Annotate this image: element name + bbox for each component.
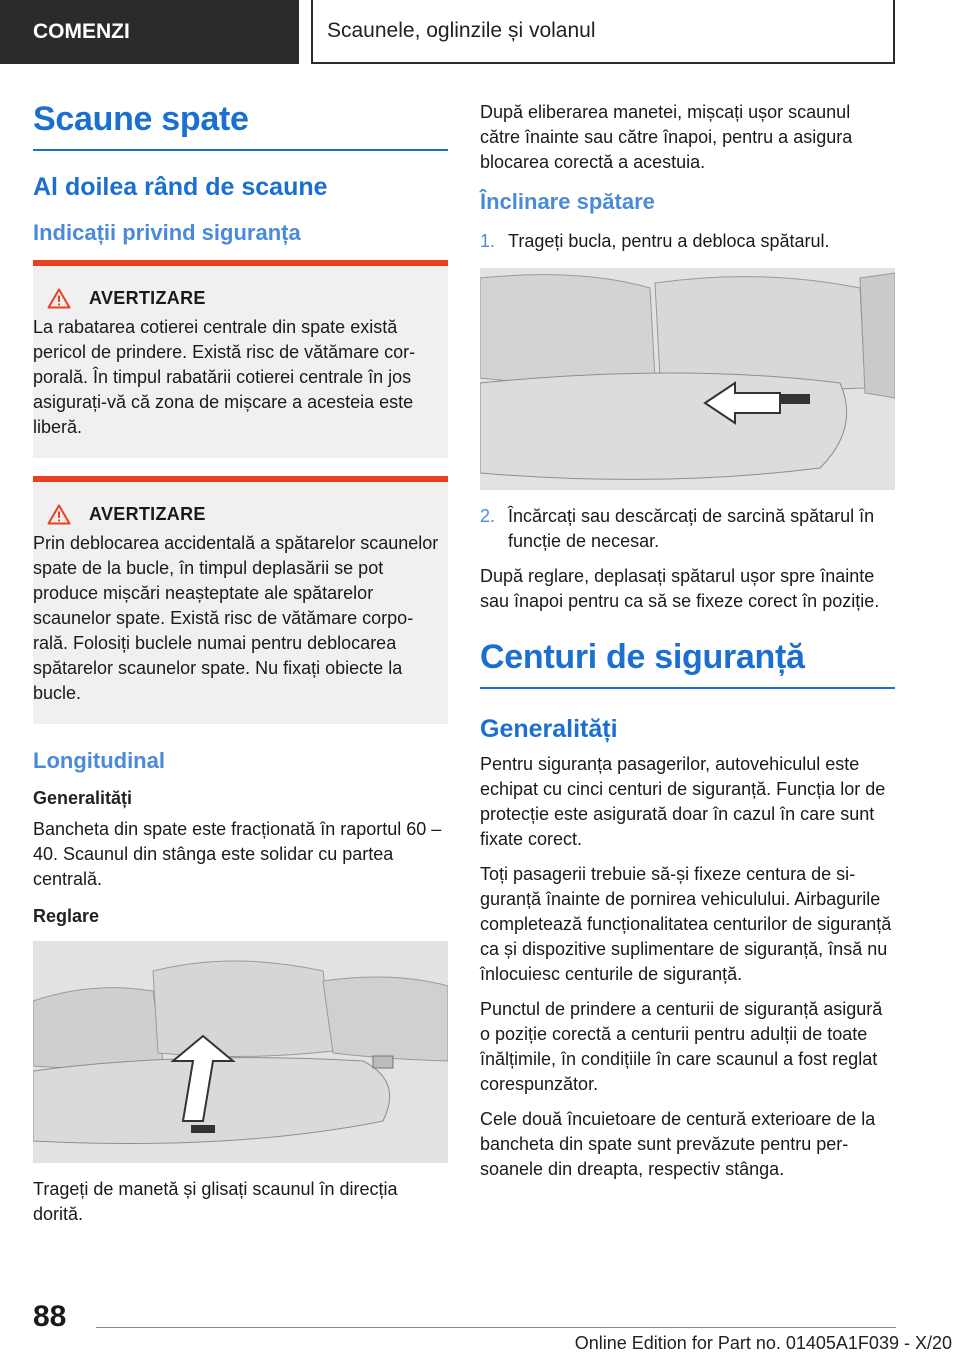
heading-seat-belts: Centuri de siguranță bbox=[480, 638, 895, 689]
warning-box-2 bbox=[33, 476, 448, 724]
seat-slide-illustration bbox=[33, 941, 448, 1163]
heading-longitudinal: Longitudinal bbox=[33, 748, 165, 773]
warning-box-1 bbox=[33, 260, 448, 458]
seat-recline-illustration bbox=[480, 268, 895, 490]
belts-paragraph: Toți pasagerii trebuie să-și fixeze centura de siguranță înainte de pornirea vehiculului. Airbagurile completează funcționalitatea centurilor de siguranță ca și dispozitive suplimentare de siguranță, însă nu înlocuiesc centurile de siguranță. bbox=[480, 864, 892, 984]
intro-text: După eliberarea manetei, mișcați ușor scaunul către înainte sau către înapoi, pentru a asigura blocarea corectă a acestuia. bbox=[480, 102, 853, 172]
heading-recline: Înclinare spătare bbox=[480, 189, 655, 214]
warning-triangle-icon bbox=[47, 504, 71, 525]
step-text: Încărcați sau descărcați de sarcină spătarul în funcție de necesar. bbox=[508, 506, 875, 551]
heading-adjust: Reglare bbox=[33, 906, 100, 926]
heading-general: Generalități bbox=[33, 788, 133, 808]
page-number: 88 bbox=[33, 1300, 67, 1333]
heading-safety-notes: Indicații privind siguranța bbox=[33, 220, 301, 245]
warning-title: AVERTIZARE bbox=[89, 504, 206, 524]
steps-list-1 bbox=[480, 229, 895, 254]
after-adjust-text: După reglare, deplasați spătarul ușor spre înainte sau înapoi pentru ca să se fixeze corect în poziție. bbox=[480, 566, 880, 611]
heading-belts-general: Generalități bbox=[480, 715, 618, 743]
belts-paragraph: Punctul de prindere a centurii de siguranță asigură o poziție corectă a centurii pentru adulții de toate înălțimile, în condițiile în care scaunul a fost reglat corespunzător. bbox=[480, 999, 883, 1094]
page-header bbox=[0, 0, 960, 66]
belts-paragraph: Cele două încuietoare de centură exterioare de la bancheta din spate sunt prevăzute pentru persoanele din dreapta, respectiv stânga. bbox=[480, 1109, 876, 1179]
warning-triangle-icon bbox=[47, 288, 71, 309]
warning-text: Prin deblocarea accidentală a spătarelor scaunelor spate de la bucle, în timpul deplasării se pot produce mișcări neașteptate ale spătarelor scaunelor spate. Există risc de vătămare corporală. Folosiți buclele numai pentru deblocarea spătarelor scaunelor spate. Nu fixați obiecte la bucle. bbox=[33, 533, 439, 703]
step-number: 2. bbox=[480, 506, 496, 526]
step-text: Trageți bucla, pentru a debloca spătarul. bbox=[508, 231, 830, 251]
step-number: 1. bbox=[480, 231, 496, 251]
warning-header bbox=[33, 288, 440, 309]
general-text: Bancheta din spate este fracționată în raportul 60 – 40. Scaunul din stânga este solidar cu partea centrală. bbox=[33, 819, 442, 889]
edition-note: Online Edition for Part no. 01405A1F039 - X/20 bbox=[574, 1333, 952, 1353]
warning-header bbox=[33, 504, 440, 525]
warning-text: La rabatarea cotierei centrale din spate există pericol de prindere. Există risc de vătămare corporală. În timpul rabatării cotierei centrale în jos asigurați-vă că zona de mișcare a acesteia este liberă. bbox=[33, 317, 416, 437]
list-item bbox=[480, 504, 895, 554]
heading-rear-seats: Scaune spate bbox=[33, 100, 448, 151]
list-item bbox=[480, 229, 895, 254]
steps-list-2 bbox=[480, 504, 895, 554]
footer-divider bbox=[96, 1327, 896, 1328]
warning-title: AVERTIZARE bbox=[89, 288, 206, 308]
figure-caption: Trageți de manetă și glisați scaunul în direcția dorită. bbox=[33, 1179, 398, 1224]
heading-second-row: Al doilea rând de scaune bbox=[33, 173, 328, 201]
chapter-title: Scaunele, oglinzile și volanul bbox=[311, 0, 895, 64]
left-column bbox=[33, 100, 448, 1237]
section-tab[interactable]: COMENZI bbox=[0, 0, 299, 64]
right-column bbox=[480, 100, 895, 1192]
belts-paragraph: Pentru siguranța pasagerilor, autovehiculul este echipat cu cinci centuri de siguranță. Funcția lor de protecție este asigurată doar în cazul în care sunt fixate corect. bbox=[480, 754, 886, 849]
